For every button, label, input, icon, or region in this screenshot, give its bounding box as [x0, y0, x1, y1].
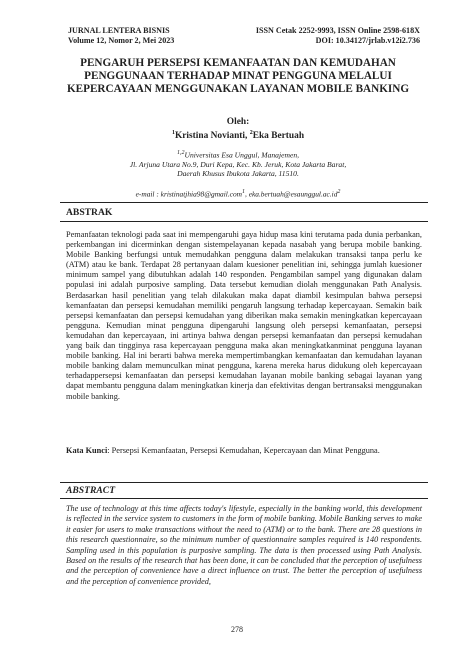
- divider: [60, 221, 428, 222]
- author2-sup: 2: [249, 130, 253, 136]
- title-line: PENGGUNAAN TERHADAP MINAT PENGGUNA MELALUI: [84, 69, 392, 82]
- email-1-sup: 1: [242, 188, 245, 195]
- author-block: [52, 117, 424, 198]
- affiliation: [52, 149, 424, 179]
- volume-info: Volume 12, Nomor 2, Mei 2023: [68, 35, 175, 45]
- keywords: [66, 446, 422, 456]
- affiliation-line: Jl. Arjuna Utara No.9, Duri Kepa, Kec. Kb. Jeruk, Kota Jakarta Barat,: [129, 160, 347, 170]
- email-2-sup: 2: [337, 188, 341, 195]
- abstract-heading: ABSTRACT: [66, 485, 116, 496]
- keywords-label: Kata Kunci: [66, 446, 108, 455]
- divider: [60, 482, 428, 483]
- journal-header: [68, 26, 420, 45]
- author1-sup: 1: [171, 130, 175, 136]
- page-number: 278: [231, 625, 243, 634]
- author1-name: Kristina Novianti,: [174, 131, 250, 142]
- email-line: [52, 188, 424, 198]
- affiliation-line: Daerah Khusus Ibukota Jakarta, 11510.: [177, 169, 299, 179]
- doi: DOI: 10.34127/jrlab.v12i2.736: [315, 35, 420, 45]
- abstract-body: The use of technology at this time affects today's lifestyle, especially in the banking world, this development is reflected in the service system to customers in the form of mobile banking. Mobile Banking serves to make it easier for users to make transactions without the need to (ATM) or to the bank. There are 28 questions in this research questionnaire, so the minimum number of questionnaire samples required is 140 respondents. Sampling used in this population is purposive sampling. The data is then processed using Path Analysis. Based on the results of the research that has been done, it can be concluded that the perception of usefulness and the perception of convenience have a direct influence on trust. The better the perception of usefulness and the perception of convenience provided,: [66, 504, 422, 586]
- divider: [60, 202, 428, 203]
- by-label: Oleh:: [226, 117, 250, 127]
- email-1: kristinatjhia98@gmail.com: [160, 189, 242, 199]
- affiliation-line: Universitas Esa Unggul, Manajemen,: [184, 150, 300, 160]
- affiliation-sup: 1,2: [176, 150, 185, 157]
- abstrak-body: Pemanfaatan teknologi pada saat ini mempengaruhi gaya hidup masa kini terutama pada dunia perbankan, perkembangan ini dicerminkan dengan sistempelayanan kepada nasabah yang berupa mobile banking. Mobile Banking berfungsi untuk memudahkan pengguna dalam melakukan transaksi tanpa perlu ke (ATM) atau ke bank. Terdapat 28 pertanyaan dalam kuesioner penelitian ini, sehingga jumlah kuesioner minimum sampel yang dibutuhkan adalah 140 responden. Pengambilan sampel yang digunakan dalam populasi ini adalah purposive sampling. Data tersebut kemudian diolah menggunakan Path Analysis. Berdasarkan hasil penelitian yang telah dilakukan maka dapat diambil kesimpulan bahwa persepsi kemanfaatan dan persepsi kemudahan memiliki pengaruh langsung terhadap kepercayaan. Semakin baik persepsi kemanfaatan dan persepsi kemudahan yang diberikan maka semakin meningkatkan kepercayaan pengguna. Kemudian minat pengguna dipengaruhi langsung oleh persepsi kemanfaatan, persepsi kemudahan dan kepercayaan, ini artinya bahwa dengan persepsi kemanfaatan dan persepsi kemudahan yang baik dan tingginya rasa kepercayaan pengguna maka akan meningkatkanminat pengguna layanan mobile banking. Hal ini berarti bahwa mereka mempertimbangkan kemanfaatan dan kemudahan layanan mobile banking dalam memunculkan minat pengguna, karena mereka harus didukung oleh kepercayaan terhadappersepsi kemanfaatan dan persepsi kemudahan layanan mobile banking sebagai layanan yang dapat membantu pengguna dalam meningkatkan kinerja dan efektivitas dengan bertransaksi menggunakan mobile banking.: [66, 230, 422, 401]
- divider: [60, 498, 428, 499]
- title-line: PENGARUH PERSEPSI KEMANFAATAN DAN KEMUDAHAN: [80, 57, 396, 69]
- keywords-text: : Persepsi Kemanfaatan, Persepsi Kemudahan, Kepercayaan dan Minat Pengguna.: [107, 446, 380, 455]
- email-prefix: e-mail :: [135, 189, 159, 199]
- abstrak-heading: ABSTRAK: [66, 207, 113, 218]
- paper-title: [52, 57, 424, 95]
- title-line: KEPERCAYAAN MENGGUNAKAN LAYANAN MOBILE BANKING: [66, 82, 410, 95]
- author-names: [52, 128, 424, 142]
- author2-name: Eka Bertuah: [252, 131, 305, 142]
- issn: ISSN Cetak 2252-9993, ISSN Online 2598-618X: [255, 26, 420, 35]
- email-2: , eka.bertuah@esaunggul.ac.id: [245, 189, 338, 199]
- journal-name: JURNAL LENTERA BISNIS: [68, 26, 170, 35]
